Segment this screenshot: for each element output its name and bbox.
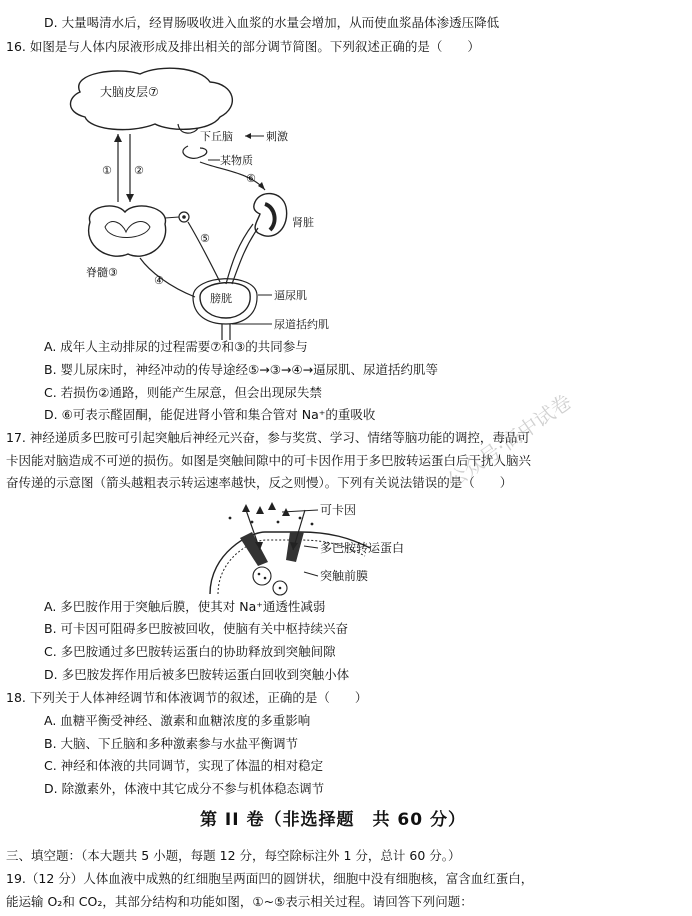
q19-stem-line1: 19.（12 分）人体血液中成熟的红细胞呈两面凹的圆饼状，细胞中没有细胞核，富含血红蛋白， (6, 871, 534, 886)
figure-16-urine-regulation (60, 62, 360, 342)
q16-stem: 16. 如图是与人体内尿液形成及排出相关的部分调节简图。下列叙述正确的是（ ） (6, 39, 480, 54)
watermark: 公众号·高中试卷 (442, 389, 576, 493)
q16-option-b: B. 婴儿尿床时，神经冲动的传导途经⑤→③→④→逼尿肌、尿道括约肌等 (44, 362, 439, 377)
substance-label: 某物质 (220, 154, 253, 167)
spinal-cord-shape (89, 206, 166, 256)
q18-option-d: D. 除激素外，体液中其它成分不参与机体稳态调节 (44, 781, 325, 796)
label-4: ④ (154, 274, 164, 287)
q17-stem-line3: 奋传递的示意图（箭头越粗表示转运速率越快，反之则慢）。下列有关说法错误的是（ ） (6, 475, 513, 490)
part-3-heading: 三、填空题：（本大题共 5 小题，每题 12 分，每空除标注外 1 分，总计 60 分。） (6, 848, 461, 863)
q19-stem-line2: 能运输 O₂和 CO₂，其部分结构和功能如图，①~⑤表示相关过程。请回答下列问题： (6, 894, 473, 909)
label-2: ② (134, 164, 144, 177)
cocaine-label: 可卡因 (320, 503, 357, 517)
label-1: ① (102, 164, 112, 177)
q18-option-a: A. 血糖平衡受神经、激素和血糖浓度的多重影响 (44, 713, 311, 728)
q17-option-c: C. 多巴胺通过多巴胺转运蛋白的协助释放到突触间隙 (44, 644, 336, 659)
bladder-label: 膀胱 (210, 292, 232, 305)
transporter-label: 多巴胺转运蛋白 (320, 541, 405, 555)
q17-option-a: A. 多巴胺作用于突触后膜，使其对 Na⁺通透性减弱 (44, 599, 326, 614)
q16-option-d: D. ⑥可表示醛固酮，能促进肾小管和集合管对 Na⁺的重吸收 (44, 407, 376, 422)
hypothalamus-label: 下丘脑 (200, 130, 233, 143)
figure-17-synapse (200, 498, 420, 598)
q18-option-c: C. 神经和体液的共同调节，实现了体温的相对稳定 (44, 758, 324, 773)
q17-option-d: D. 多巴胺发挥作用后被多巴胺转运蛋白回收到突触小体 (44, 667, 350, 682)
q16-option-c: C. 若损伤②通路，则能产生尿意，但会出现尿失禁 (44, 385, 322, 400)
sphincter-label: 尿道括约肌 (274, 318, 329, 331)
q17-stem-line1: 17. 神经递质多巴胺可引起突触后神经元兴奋，参与奖赏、学习、情绪等脑功能的调控，毒品可 (6, 430, 530, 445)
q18-stem: 18. 下列关于人体神经调节和体液调节的叙述，正确的是（ ） (6, 690, 368, 705)
q15-option-d: D. 大量喝清水后，经胃肠吸收进入血浆的水量会增加，从而使血浆晶体渗透压降低 (44, 15, 500, 30)
spinal-label: 脊髓③ (86, 266, 118, 279)
detrusor-label: 逼尿肌 (274, 289, 307, 302)
label-6: ⑥ (246, 172, 256, 185)
q17-stem-line2: 卡因能对脑造成不可逆的损伤。如图是突触间隙中的可卡因作用于多巴胺转运蛋白后干扰人脑兴 (6, 453, 532, 468)
q18-option-b: B. 大脑、下丘脑和多种激素参与水盐平衡调节 (44, 736, 299, 751)
q16-option-a: A. 成年人主动排尿的过程需要⑦和③的共同参与 (44, 339, 308, 354)
q17-option-b: B. 可卡因可阻碍多巴胺被回收，使脑有关中枢持续兴奋 (44, 621, 349, 636)
kidney-label: 肾脏 (292, 216, 314, 229)
stimulus-label: 刺激 (266, 130, 288, 143)
label-5: ⑤ (200, 232, 210, 245)
presynaptic-label: 突触前膜 (320, 569, 369, 583)
section-2-title: 第 II 卷（非选择题 共 60 分） (200, 810, 466, 830)
brain-label: 大脑皮层⑦ (100, 85, 159, 99)
